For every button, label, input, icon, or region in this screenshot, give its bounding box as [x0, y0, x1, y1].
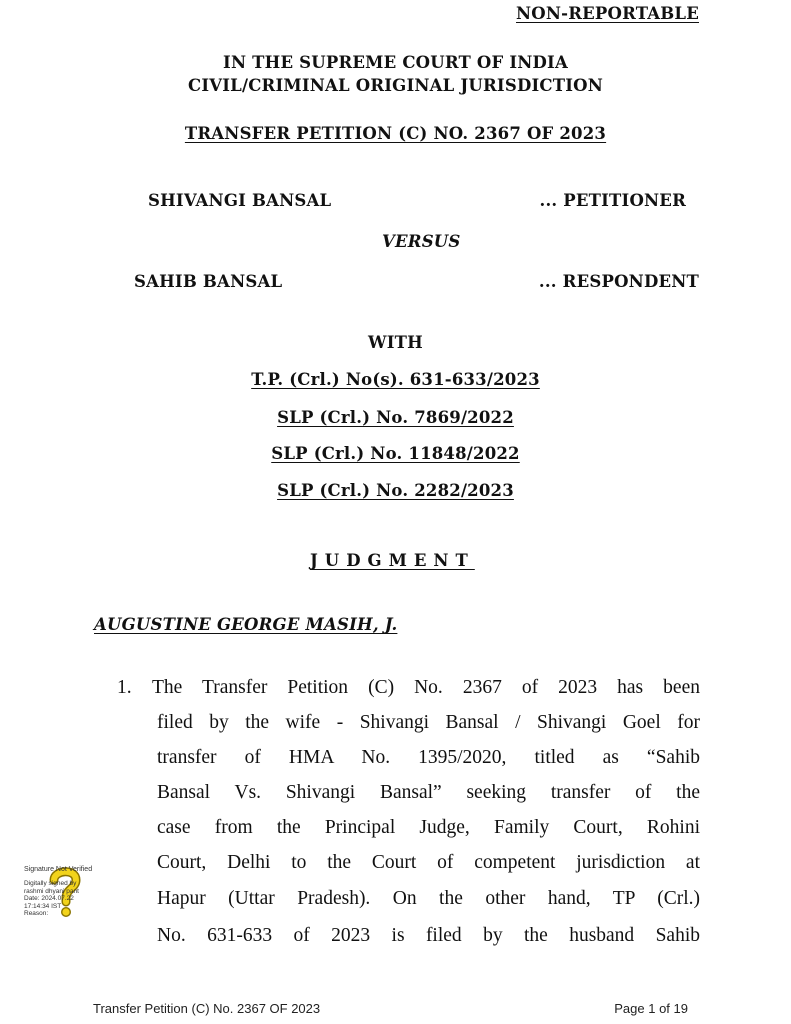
signature-line: Date: 2024.07.22: [24, 895, 74, 903]
paragraph-line: The Transfer Petition (C) No. 2367 of 2023 has been: [152, 677, 700, 698]
signature-line: Digitally signed by: [24, 880, 77, 888]
paragraph-line: Hapur (Uttar Pradesh). On the other hand, TP (Crl.): [157, 888, 700, 909]
case-title: TRANSFER PETITION (C) NO. 2367 OF 2023: [184, 124, 607, 143]
paragraph-line: transfer of HMA No. 1395/2020, titled as “Sahib: [157, 747, 700, 768]
jurisdiction: CIVIL/CRIMINAL ORIGINAL JURISDICTION: [188, 76, 603, 95]
judgment-heading: JUDGMENT: [310, 551, 475, 570]
signature-line: Reason:: [24, 910, 49, 918]
respondent-name: SAHIB BANSAL: [134, 272, 283, 291]
signature-line: Signature Not Verified: [24, 866, 93, 873]
connected-case: SLP (Crl.) No. 7869/2022: [277, 408, 514, 427]
connected-case: SLP (Crl.) No. 2282/2023: [277, 481, 514, 500]
footer-case-reference: Transfer Petition (C) No. 2367 OF 2023: [93, 1001, 321, 1016]
paragraph-line: case from the Principal Judge, Family Court, Rohini: [157, 817, 700, 838]
digital-signature-stamp: [24, 866, 110, 920]
paragraph-line: filed by the wife - Shivangi Bansal / Shivangi Goel for: [157, 712, 700, 733]
reportable-status: NON-REPORTABLE: [516, 4, 699, 23]
footer-page-number: Page 1 of 19: [614, 1001, 688, 1016]
judgment-author: AUGUSTINE GEORGE MASIH, J.: [94, 615, 398, 634]
paragraph-line: Bansal Vs. Shivangi Bansal” seeking transfer of the: [157, 782, 700, 803]
petitioner-name: SHIVANGI BANSAL: [148, 191, 332, 210]
connected-case: SLP (Crl.) No. 11848/2022: [271, 444, 520, 463]
court-name: IN THE SUPREME COURT OF INDIA: [223, 53, 568, 72]
signature-line: 17:14:34 IST: [24, 902, 62, 910]
respondent-role: ... RESPONDENT: [538, 272, 699, 291]
paragraph-number: 1.: [117, 677, 132, 698]
connected-case: T.P. (Crl.) No(s). 631-633/2023: [251, 370, 540, 389]
signature-line: rashmi dhyani pant: [24, 887, 79, 895]
versus-label: VERSUS: [382, 232, 461, 251]
with-label: WITH: [368, 333, 423, 352]
signature-text: [24, 866, 92, 917]
paragraph-line: No. 631-633 of 2023 is filed by the husband Sahib: [157, 925, 700, 946]
paragraph-line: Court, Delhi to the Court of competent jurisdiction at: [157, 852, 700, 873]
petitioner-role: ... PETITIONER: [539, 191, 686, 210]
